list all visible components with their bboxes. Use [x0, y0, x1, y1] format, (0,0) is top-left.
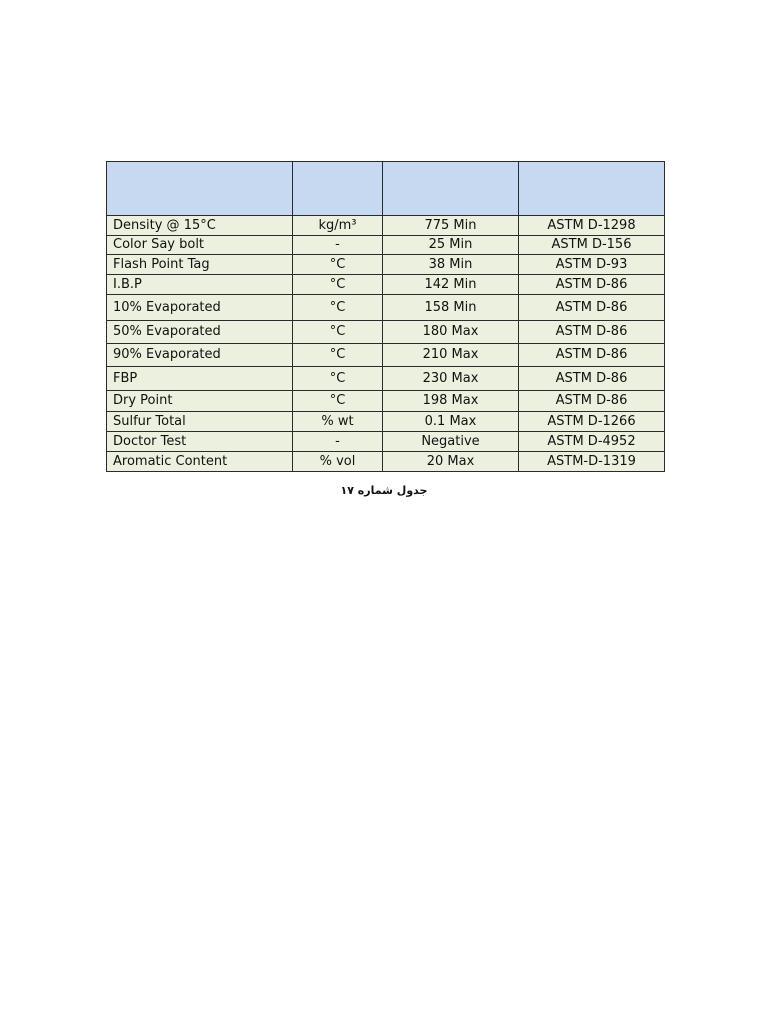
unit-cell: °C: [293, 321, 383, 344]
table-row: [107, 216, 665, 236]
header-row: [107, 162, 665, 216]
value-cell: 0.1 Max: [383, 412, 519, 432]
value-cell: 210 Max: [383, 344, 519, 367]
method-cell: ASTM D-1266: [519, 412, 665, 432]
value-cell: 20 Max: [383, 452, 519, 472]
value-cell: 158 Min: [383, 295, 519, 321]
header-cell-value: [383, 162, 519, 216]
property-cell: Sulfur Total: [107, 412, 293, 432]
unit-cell: °C: [293, 344, 383, 367]
table-row: [107, 275, 665, 295]
property-cell: 50% Evaporated: [107, 321, 293, 344]
method-cell: ASTM D-1298: [519, 216, 665, 236]
unit-cell: % wt: [293, 412, 383, 432]
unit-cell: -: [293, 236, 383, 255]
property-cell: 10% Evaporated: [107, 295, 293, 321]
value-cell: Negative: [383, 432, 519, 452]
value-cell: 142 Min: [383, 275, 519, 295]
table-row: [107, 391, 665, 412]
value-cell: 25 Min: [383, 236, 519, 255]
property-cell: Doctor Test: [107, 432, 293, 452]
property-cell: Flash Point Tag: [107, 255, 293, 275]
property-cell: Color Say bolt: [107, 236, 293, 255]
unit-cell: °C: [293, 255, 383, 275]
property-cell: I.B.P: [107, 275, 293, 295]
header-cell-unit: [293, 162, 383, 216]
method-cell: ASTM-D-1319: [519, 452, 665, 472]
method-cell: ASTM D-86: [519, 275, 665, 295]
value-cell: 38 Min: [383, 255, 519, 275]
method-cell: ASTM D-156: [519, 236, 665, 255]
table-body: [107, 216, 665, 472]
unit-cell: % vol: [293, 452, 383, 472]
unit-cell: kg/m³: [293, 216, 383, 236]
header-cell-property: [107, 162, 293, 216]
table-header: [107, 162, 665, 216]
unit-cell: °C: [293, 275, 383, 295]
value-cell: 180 Max: [383, 321, 519, 344]
table-row: [107, 432, 665, 452]
unit-cell: °C: [293, 367, 383, 391]
property-cell: 90% Evaporated: [107, 344, 293, 367]
method-cell: ASTM D-93: [519, 255, 665, 275]
table-row: [107, 295, 665, 321]
method-cell: ASTM D-86: [519, 344, 665, 367]
value-cell: 230 Max: [383, 367, 519, 391]
unit-cell: -: [293, 432, 383, 452]
method-cell: ASTM D-86: [519, 367, 665, 391]
table-row: [107, 367, 665, 391]
unit-cell: °C: [293, 391, 383, 412]
property-cell: Aromatic Content: [107, 452, 293, 472]
table-row: [107, 412, 665, 432]
method-cell: ASTM D-4952: [519, 432, 665, 452]
table-caption: جدول شماره ۱۷: [340, 484, 428, 497]
method-cell: ASTM D-86: [519, 391, 665, 412]
method-cell: ASTM D-86: [519, 321, 665, 344]
table-row: [107, 344, 665, 367]
table-row: [107, 321, 665, 344]
method-cell: ASTM D-86: [519, 295, 665, 321]
property-cell: Density @ 15°C: [107, 216, 293, 236]
header-cell-method: [519, 162, 665, 216]
table-row: [107, 255, 665, 275]
table-row: [107, 236, 665, 255]
value-cell: 198 Max: [383, 391, 519, 412]
table-row: [107, 452, 665, 472]
unit-cell: °C: [293, 295, 383, 321]
property-cell: Dry Point: [107, 391, 293, 412]
property-cell: FBP: [107, 367, 293, 391]
specification-table: [106, 161, 665, 472]
value-cell: 775 Min: [383, 216, 519, 236]
